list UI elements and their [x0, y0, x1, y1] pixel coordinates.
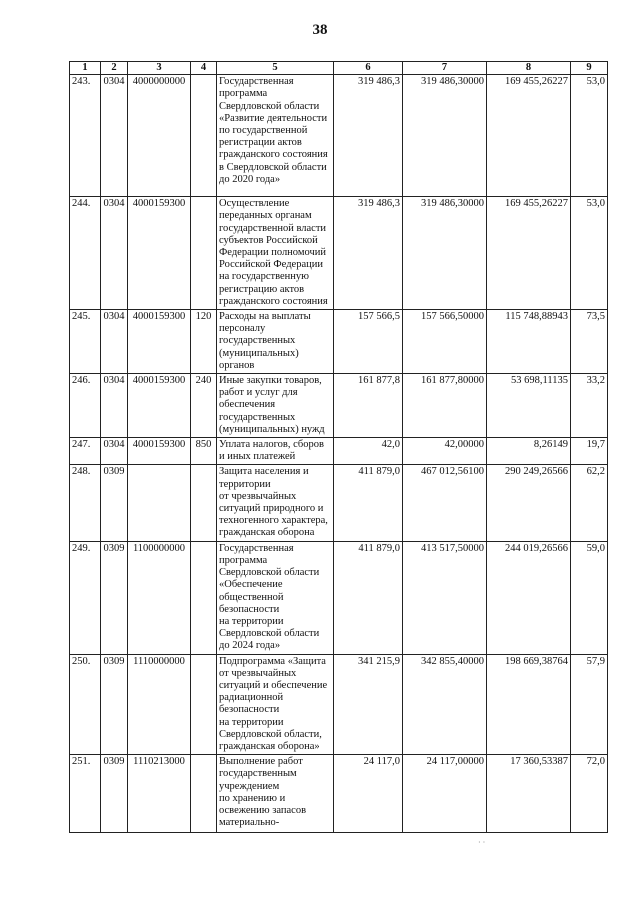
column-header-6: 6	[334, 62, 403, 75]
item-name: Государственная программа Свердловской области «Обеспечение общественной безопасности на территории Свердловской области до 2024 года»	[217, 541, 334, 654]
target-code: 1110000000	[128, 654, 191, 755]
table-row	[70, 75, 608, 197]
refined-amount: 157 566,50000	[403, 310, 487, 374]
section-code: 0309	[101, 654, 128, 755]
plan-amount: 319 486,3	[334, 75, 403, 197]
table-row	[70, 310, 608, 374]
item-name: Подпрограмма «Защита от чрезвычайных ситуаций и обеспечение радиационной безопасности на территории Свердловской области, гражданская оборона»	[217, 654, 334, 755]
executed-amount: 244 019,26566	[487, 541, 571, 654]
plan-amount: 24 117,0	[334, 755, 403, 833]
section-code: 0304	[101, 438, 128, 465]
execution-percent: 53,0	[571, 75, 608, 197]
row-number: 251.	[70, 755, 101, 833]
budget-table	[69, 61, 608, 833]
row-number: 243.	[70, 75, 101, 197]
header-row	[70, 62, 608, 75]
refined-amount: 413 517,50000	[403, 541, 487, 654]
item-name: Уплата налогов, сборов и иных платежей	[217, 438, 334, 465]
target-code: 4000159300	[128, 197, 191, 310]
execution-percent: 19,7	[571, 438, 608, 465]
expense-type-code	[191, 541, 217, 654]
section-code: 0304	[101, 197, 128, 310]
refined-amount: 342 855,40000	[403, 654, 487, 755]
expense-type-code	[191, 197, 217, 310]
column-header-8: 8	[487, 62, 571, 75]
column-header-7: 7	[403, 62, 487, 75]
column-header-2: 2	[101, 62, 128, 75]
expense-type-code: 240	[191, 374, 217, 438]
executed-amount: 8,26149	[487, 438, 571, 465]
row-number: 249.	[70, 541, 101, 654]
item-name: Защита населения и территории от чрезвычайных ситуаций природного и техногенного характера, гражданская оборона	[217, 465, 334, 541]
row-number: 250.	[70, 654, 101, 755]
section-code: 0309	[101, 541, 128, 654]
table-row	[70, 755, 608, 833]
table-row	[70, 374, 608, 438]
table-row	[70, 541, 608, 654]
item-name: Государственная программа Свердловской области «Развитие деятельности по государственной регистрации актов гражданского состояния в Свердловской области до 2020 года»	[217, 75, 334, 197]
plan-amount: 42,0	[334, 438, 403, 465]
section-code: 0309	[101, 465, 128, 541]
column-header-1: 1	[70, 62, 101, 75]
section-code: 0304	[101, 374, 128, 438]
row-number: 247.	[70, 438, 101, 465]
target-code: 4000159300	[128, 374, 191, 438]
target-code: 4000159300	[128, 310, 191, 374]
section-code: 0304	[101, 310, 128, 374]
target-code: 4000159300	[128, 438, 191, 465]
execution-percent: 62,2	[571, 465, 608, 541]
refined-amount: 42,00000	[403, 438, 487, 465]
plan-amount: 157 566,5	[334, 310, 403, 374]
table-row	[70, 654, 608, 755]
column-header-4: 4	[191, 62, 217, 75]
column-header-9: 9	[571, 62, 608, 75]
executed-amount: 198 669,38764	[487, 654, 571, 755]
execution-percent: 59,0	[571, 541, 608, 654]
table-row	[70, 197, 608, 310]
plan-amount: 411 879,0	[334, 541, 403, 654]
item-name: Выполнение работ государственным учреждением по хранению и освежению запасов материально-	[217, 755, 334, 833]
executed-amount: 17 360,53387	[487, 755, 571, 833]
executed-amount: 290 249,26566	[487, 465, 571, 541]
plan-amount: 341 215,9	[334, 654, 403, 755]
row-number: 246.	[70, 374, 101, 438]
expense-type-code: 850	[191, 438, 217, 465]
expense-type-code: 120	[191, 310, 217, 374]
expense-type-code	[191, 75, 217, 197]
executed-amount: 169 455,26227	[487, 197, 571, 310]
row-number: 245.	[70, 310, 101, 374]
target-code	[128, 465, 191, 541]
refined-amount: 161 877,80000	[403, 374, 487, 438]
refined-amount: 319 486,30000	[403, 197, 487, 310]
table-row	[70, 438, 608, 465]
expense-type-code	[191, 654, 217, 755]
execution-percent: 53,0	[571, 197, 608, 310]
target-code: 1110213000	[128, 755, 191, 833]
refined-amount: 319 486,30000	[403, 75, 487, 197]
table-row	[70, 465, 608, 541]
target-code: 1100000000	[128, 541, 191, 654]
section-code: 0309	[101, 755, 128, 833]
item-name: Иные закупки товаров, работ и услуг для обеспечения государственных (муниципальных) нужд	[217, 374, 334, 438]
execution-percent: 73,5	[571, 310, 608, 374]
refined-amount: 24 117,00000	[403, 755, 487, 833]
column-header-5: 5	[217, 62, 334, 75]
page-number: 38	[312, 22, 328, 38]
table-body	[70, 75, 608, 833]
section-code: 0304	[101, 75, 128, 197]
execution-percent: 33,2	[571, 374, 608, 438]
plan-amount: 411 879,0	[334, 465, 403, 541]
executed-amount: 169 455,26227	[487, 75, 571, 197]
expense-type-code	[191, 465, 217, 541]
refined-amount: 467 012,56100	[403, 465, 487, 541]
plan-amount: 319 486,3	[334, 197, 403, 310]
plan-amount: 161 877,8	[334, 374, 403, 438]
execution-percent: 57,9	[571, 654, 608, 755]
row-number: 244.	[70, 197, 101, 310]
scan-artifact: · ·	[478, 838, 486, 847]
target-code: 4000000000	[128, 75, 191, 197]
expense-type-code	[191, 755, 217, 833]
column-header-3: 3	[128, 62, 191, 75]
item-name: Расходы на выплаты персоналу государственных (муниципальных) органов	[217, 310, 334, 374]
row-number: 248.	[70, 465, 101, 541]
executed-amount: 53 698,11135	[487, 374, 571, 438]
item-name: Осуществление переданных органам государственной власти субъектов Российской Федерации полномочий Российской Федерации на государственную регистрацию актов гражданского состояния	[217, 197, 334, 310]
executed-amount: 115 748,88943	[487, 310, 571, 374]
execution-percent: 72,0	[571, 755, 608, 833]
